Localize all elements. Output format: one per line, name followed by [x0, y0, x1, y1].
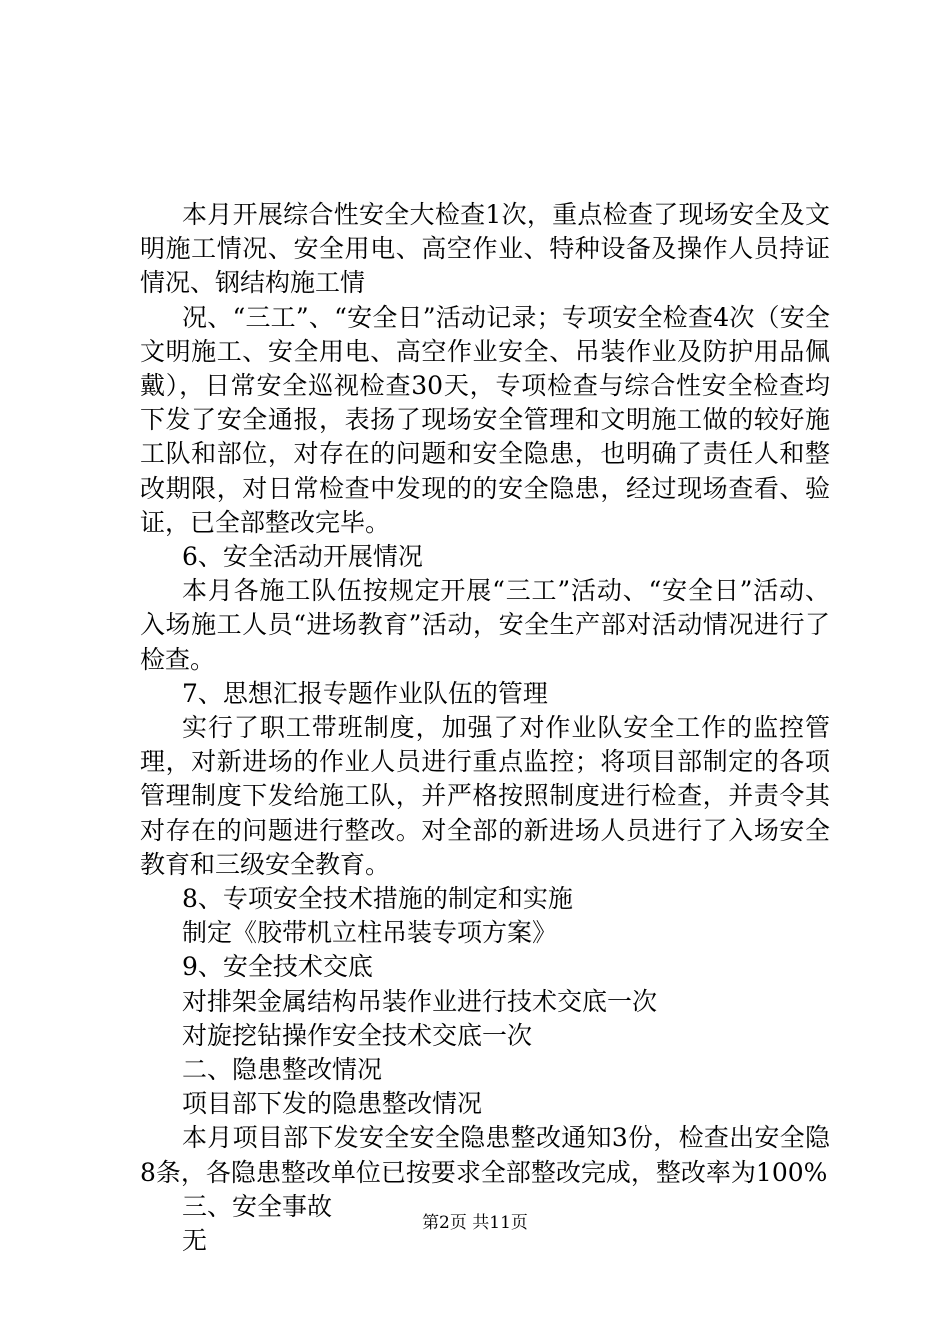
heading-safety-accidents: 三、安全事故 — [182, 1191, 333, 1221]
subheading-hazard-rectification: 项目部下发的隐患整改情况 — [182, 1089, 483, 1119]
heading-technical-measures: 8、专项安全技术措施的制定和实施 — [182, 884, 573, 914]
document-body — [140, 198, 830, 1258]
paragraph-safety-accidents: 无 — [182, 1226, 208, 1256]
page-footer — [0, 1211, 950, 1235]
heading-technical-briefing: 9、安全技术交底 — [182, 952, 373, 982]
heading-safety-activities: 6、安全活动开展情况 — [182, 542, 423, 572]
paragraph-technical-measures: 制定《胶带机立柱吊装专项方案》 — [182, 918, 558, 948]
paragraph-team-management: 实行了职工带班制度，加强了对作业队安全工作的监控管理，对新进场的作业人员进行重点监控；将项目部制定的各项管理制度下发给施工队，并严格按照制度进行检查，并责令其对存在的问题进行整改。对全部的新进场人员进行了入场安全教育和三级安全教育。 — [140, 713, 830, 879]
paragraph-briefing-drill: 对旋挖钻操作安全技术交底一次 — [182, 1020, 533, 1050]
paragraph-briefing-structure: 对排架金属结构吊装作业进行技术交底一次 — [182, 986, 658, 1016]
paragraph-inspection-summary: 本月开展综合性安全大检查1次，重点检查了现场安全及文明施工情况、安全用电、高空作业、特种设备及操作人员持证情况、钢结构施工情 — [140, 200, 830, 298]
paragraph-hazard-rectification: 本月项目部下发安全安全隐患整改通知3份，检查出安全隐8条，各隐患整改单位已按要求全部整改完成，整改率为100% — [140, 1123, 830, 1187]
paragraph-inspection-details: 况、“三工”、“安全日”活动记录；专项安全检查4次（安全文明施工、安全用电、高空作业安全、吊装作业及防护用品佩戴），日常安全巡视检查30天，专项检查与综合性安全检查均下发了安全通报，表扬了现场安全管理和文明施工做的较好施工队和部位，对存在的问题和安全隐患，也明确了责任人和整改期限，对日常检查中发现的的安全隐患，经过现场查看、验证，已全部整改完毕。 — [140, 302, 830, 537]
paragraph-safety-activities: 本月各施工队伍按规定开展“三工”活动、“安全日”活动、入场施工人员“进场教育”活动，安全生产部对活动情况进行了检查。 — [140, 576, 830, 674]
heading-hazard-rectification: 二、隐患整改情况 — [182, 1055, 383, 1085]
heading-team-management: 7、思想汇报专题作业队伍的管理 — [182, 678, 548, 708]
page-number: 第2页 共11页 — [422, 1213, 528, 1233]
